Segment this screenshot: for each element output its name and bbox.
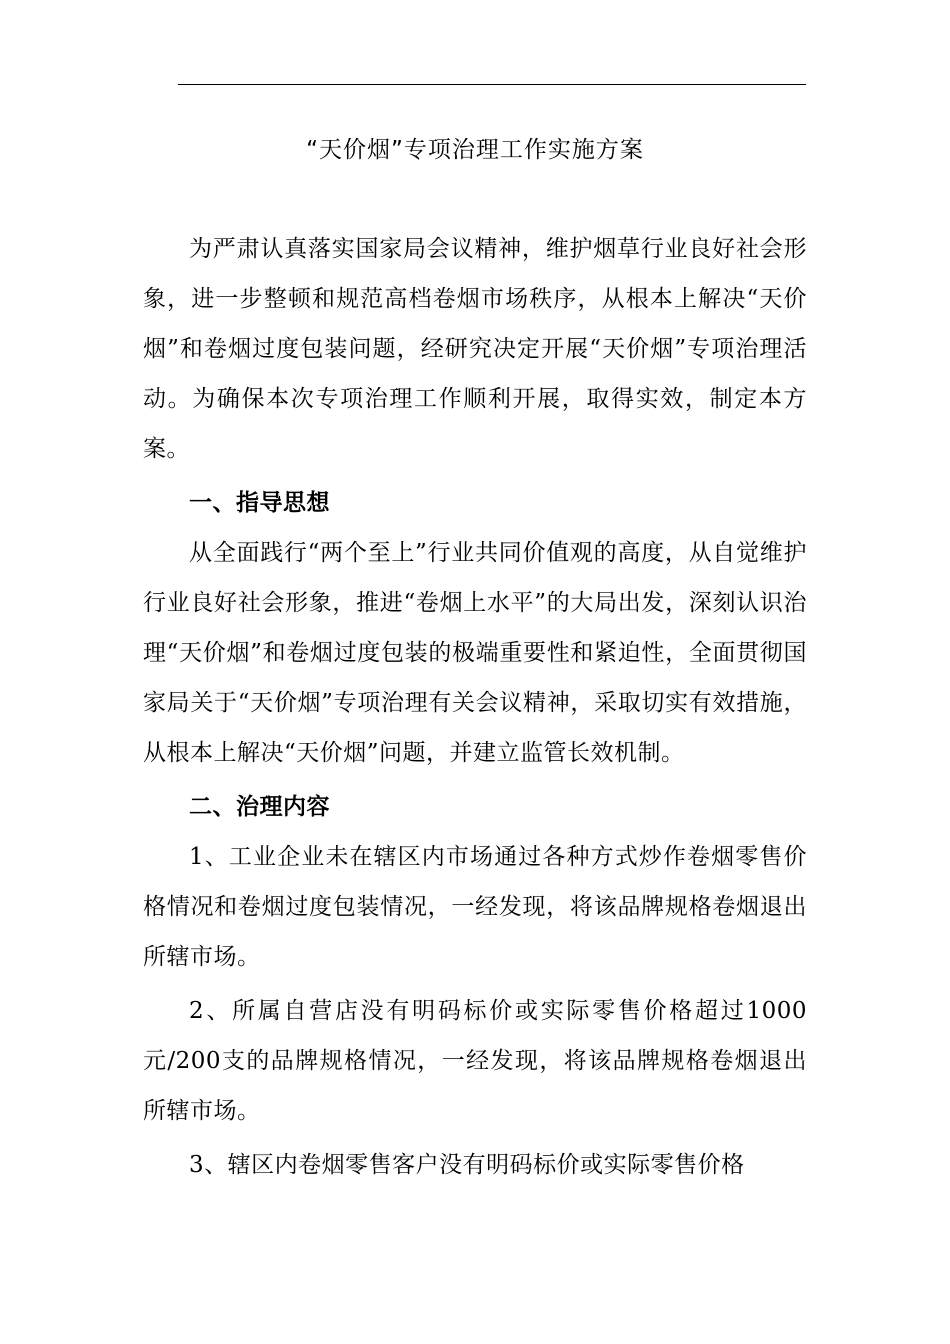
header-rule <box>178 84 806 85</box>
section-2-item-2: 2、所属自营店没有明码标价或实际零售价格超过1000元/200支的品牌规格情况，一经发现，将该品牌规格卷烟退出所辖市场。 <box>143 998 807 1124</box>
section-2-item-1: 1、工业企业未在辖区内市场通过各种方式炒作卷烟零售价格情况和卷烟过度包装情况，一经发现，将该品牌规格卷烟退出所辖市场。 <box>143 844 807 970</box>
document-body <box>143 224 807 1190</box>
section-heading-guiding-ideology: 一、指导思想 <box>189 490 330 516</box>
section-1-paragraph: 从全面践行“两个至上”行业共同价值观的高度，从自觉维护行业良好社会形象，推进“卷烟上水平”的大局出发，深刻认识治理“天价烟”和卷烟过度包装的极端重要性和紧迫性，全面贯彻国家局关于“天价烟”专项治理有关会议精神，采取切实有效措施，从根本上解决“天价烟”问题，并建立监管长效机制。 <box>143 540 807 766</box>
intro-paragraph: 为严肃认真落实国家局会议精神，维护烟草行业良好社会形象，进一步整顿和规范高档卷烟市场秩序，从根本上解决“天价烟”和卷烟过度包装问题，经研究决定开展“天价烟”专项治理活动。为确保本次专项治理工作顺利开展，取得实效，制定本方案。 <box>143 236 807 462</box>
section-2-item-3: 3、辖区内卷烟零售客户没有明码标价或实际零售价格 <box>189 1152 745 1178</box>
section-heading-governance-content: 二、治理内容 <box>189 794 330 820</box>
document-title: “天价烟”专项治理工作实施方案 <box>306 137 644 163</box>
